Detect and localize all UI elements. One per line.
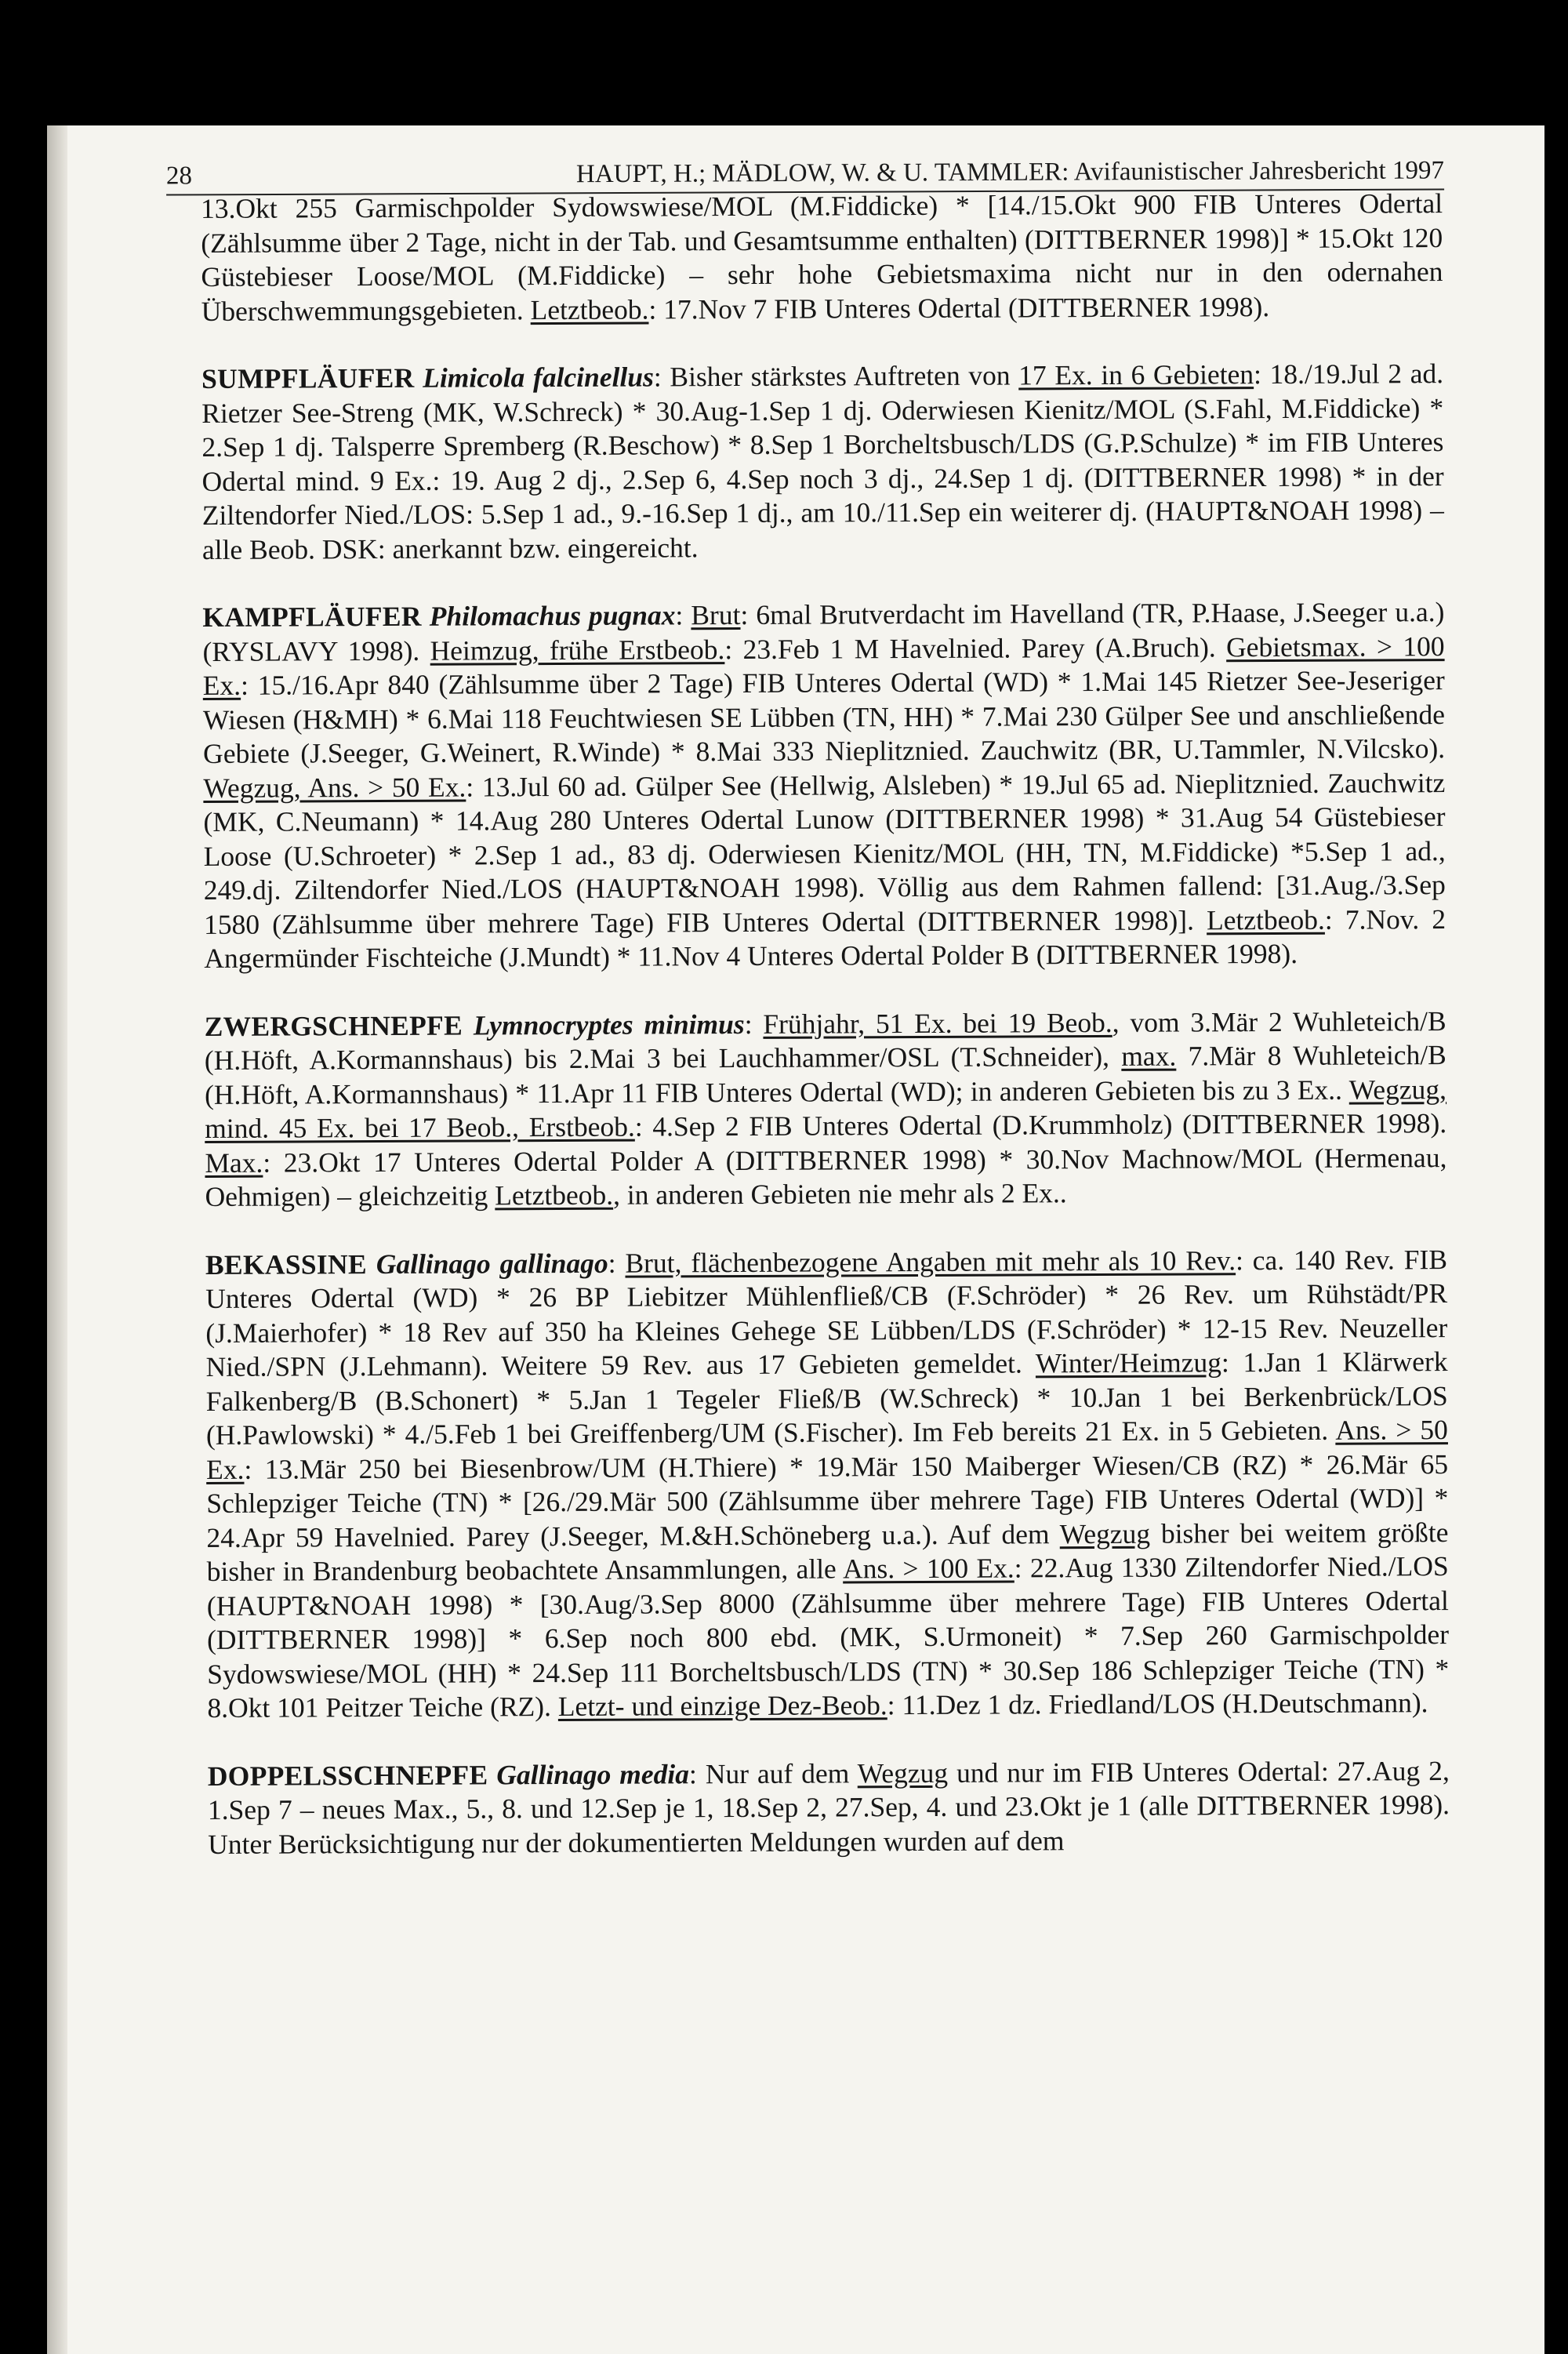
species-entry-sumpflaeufer: SUMPFLÄUFER Limicola falcinellus: Bisher stärkstes Auftreten von 17 Ex. in 6 Gebieten: 18./19.Jul 2 ad. Rietzer See-Streng (MK, W.Schreck) * 30.Aug-1.Sep 1 dj. Oderwiesen Kienitz/MOL (S.Fahl, M.Fiddicke) * 2.Sep 1 dj. Talsperre Spremberg (R.Beschow) * 8.Sep 1 Borcheltsbusch/LDS (G.P.Schulze) * im FIB Unteres Odertal mind. 9 Ex.: 19. Aug 2 dj., 2.Sep 6, 4.Sep noch 3 dj., 24.Sep 1 dj. (DITTBERNER 1998) * in der Ziltendorfer Nied./LOS: 5.Sep 1 ad., 9.-16.Sep 1 dj., am 10./11.Sep ein weiterer dj. (HAUPT&NOAH 1998) – alle Beob. DSK: anerkannt bzw. eingereicht.: [201, 358, 1444, 565]
species-entry-zwergschnepfe: ZWERGSCHNEPFE Lymnocryptes minimus: Frühjahr, 51 Ex. bei 19 Beob., vom 3.Mär 2 Wuhleteich/B (H.Höft, A.Kormannshaus) bis 2.Mai 3 bei Lauchhammer/OSL (T.Schneider), max. 7.Mär 8 Wuhleteich/B (H.Höft, A.Kormannshaus) * 11.Apr 11 FIB Unteres Odertal (WD); in anderen Gebieten bis zu 3 Ex.. Wegzug, mind. 45 Ex. bei 17 Beob., Erstbeob.: 4.Sep 2 FIB Unteres Odertal (D.Krummholz) (DITTBERNER 1998). Max.: 23.Okt 17 Unteres Odertal Polder A (DITTBERNER 1998) * 30.Nov Machnow/MOL (Hermenau, Oehmigen) – gleichzeitig Letztbeob., in anderen Gebieten nie mehr als 2 Ex..: [204, 1004, 1447, 1212]
species-entry-doppelschnepfe: DOPPELSSCHNEPFE Gallinago media: Nur auf dem Wegzug und nur im FIB Unteres Odertal: 27.Aug 2, 1.Sep 7 – neues Max., 5., 8. und 12.Sep je 1, 18.Sep 2, 27.Sep, 4. und 23.Okt je 1 (alle DITTBERNER 1998). Unter Berücksichtigung nur der dokumentierten Meldungen wurden auf dem: [207, 1754, 1450, 1860]
species-entry-bekassine: BEKASSINE Gallinago gallinago: Brut, flächenbezogene Angaben mit mehr als 10 Rev.: ca. 140 Rev. FIB Unteres Odertal (WD) * 26 BP Liebitzer Mühlenfließ/CB (F.Schröder) * 26 Rev. um Rühstädt/PR (J.Maierhofer) * 18 Rev auf 350 ha Kleines Gehege SE Lübben/LDS (F.Schröder) * 12-15 Rev. Neuzeller Nied./SPN (J.Lehmann). Weitere 59 Rev. aus 17 Gebieten gemeldet. Winter/Heimzug: 1.Jan 1 Klärwerk Falkenberg/B (B.Schonert) * 5.Jan 1 Tegeler Fließ/B (W.Schreck) * 10.Jan 1 bei Berkenbrück/LOS (H.Pawlowski) * 4./5.Feb 1 bei Greiffenberg/UM (S.Fischer). Im Feb bereits 21 Ex. in 5 Gebieten. Ans. > 50 Ex.: 13.Mär 250 bei Biesenbrow/UM (H.Thiere) * 19.Mär 150 Maiberger Wiesen/CB (RZ) * 26.Mär 65 Schlepziger Teiche (TN) * [26./29.Mär 500 (Zählsumme über mehrere Tage) FIB Unteres Odertal (WD)] * 24.Apr 59 Havelnied. Parey (J.Seeger, M.&H.Schöneberg u.a.). Auf dem Wegzug bisher bei weitem größte bisher in Brandenburg beobachtete Ansammlungen, alle Ans. > 100 Ex.: 22.Aug 1330 Ziltendorfer Nied./LOS (HAUPT&NOAH 1998) * [30.Aug/3.Sep 8000 (Zählsumme über mehrere Tage) FIB Unteres Odertal (DITTBERNER 1998)] * 6.Sep noch 800 ebd. (MK, S.Urmoneit) * 7.Sep 260 Garmischpolder Sydowswiese/MOL (HH) * 24.Sep 111 Borcheltsbusch/LDS (TN) * 30.Sep 186 Schlepziger Teiche (TN) * 8.Okt 101 Peitzer Teiche (RZ). Letzt- und einzige Dez-Beob.: 11.Dez 1 dz. Friedland/LOS (H.Deutschmann).: [205, 1243, 1450, 1724]
species-name: KAMPFLÄUFER: [202, 600, 422, 633]
page-binding-edge: [47, 125, 67, 2354]
species-entry-kampflaeufer: KAMPFLÄUFER Philomachus pugnax: Brut: 6mal Brutverdacht im Havelland (TR, P.Haase, J.Seeger u.a.) (RYSLAVY 1998). Heimzug, frühe Erstbeob.: 23.Feb 1 M Havelnied. Parey (A.Bruch). Gebietsmax. > 100 Ex.: 15./16.Apr 840 (Zählsumme über 2 Tage) FIB Unteres Odertal (WD) * 1.Mai 145 Rietzer See-Jeseriger Wiesen (H&MH) * 6.Mai 118 Feuchtwiesen SE Lübben (TN, HH) * 7.Mai 230 Gülper See und anschließende Gebiete (J.Seeger, G.Weinert, R.Winde) * 8.Mai 333 Nieplitznied. Zauchwitz (BR, U.Tammler, N.Vilcsko). Wegzug, Ans. > 50 Ex.: 13.Jul 60 ad. Gülper See (Hellwig, Alsleben) * 19.Jul 65 ad. Nieplitznied. Zauchwitz (MK, C.Neumann) * 14.Aug 280 Unteres Odertal Lunow (DITTBERNER 1998) * 31.Aug 54 Güstebieser Loose (U.Schroeter) * 2.Sep 1 ad., 83 dj. Oderwiesen Kienitz/MOL (HH, TN, M.Fiddicke) *5.Sep 1 ad., 249.dj. Ziltendorfer Nied./LOS (HAUPT&NOAH 1998). Völlig aus dem Rahmen fallend: [31.Aug./3.Sep 1580 (Zählsumme über mehrere Tage) FIB Unteres Odertal (DITTBERNER 1998)]. Letztbeob.: 7.Nov. 2 Angermünder Fischteiche (J.Mundt) * 11.Nov 4 Unteres Odertal Polder B (DITTBERNER 1998).: [202, 596, 1446, 974]
article-body: [201, 187, 1450, 1895]
species-latin-name: Limicola falcinellus: [423, 361, 654, 394]
running-title: HAUPT, H.; MÄDLOW, W. & U. TAMMLER: Avifaunistischer Jahresbericht 1997: [575, 156, 1445, 189]
species-name: SUMPFLÄUFER: [201, 361, 415, 394]
species-latin-name: Philomachus pugnax: [429, 599, 676, 632]
species-latin-name: Gallinago gallinago: [376, 1247, 608, 1280]
species-latin-name: Lymnocryptes minimus: [473, 1008, 745, 1041]
species-name: DOPPELSSCHNEPFE: [207, 1758, 488, 1792]
species-name: ZWERGSCHNEPFE: [204, 1009, 463, 1042]
species-latin-name: Gallinago media: [496, 1757, 690, 1790]
paragraph-intro: 13.Okt 255 Garmischpolder Sydowswiese/MOL (M.Fiddicke) * [14./15.Okt 900 FIB Unteres Odertal (Zählsumme über 2 Tage, nicht in der Tab. und Gesamtsumme enthalten) (DITTBERNER 1998)] * 15.Okt 120 Güstebieser Loose/MOL (M.Fiddicke) – sehr hohe Gebietsmaxima nicht nur in den odernahen Überschwemmungsgebieten. Letztbeob.: 17.Nov 7 FIB Unteres Odertal (DITTBERNER 1998).: [201, 187, 1443, 327]
species-name: BEKASSINE: [205, 1248, 367, 1281]
page-number: 28: [165, 162, 193, 191]
